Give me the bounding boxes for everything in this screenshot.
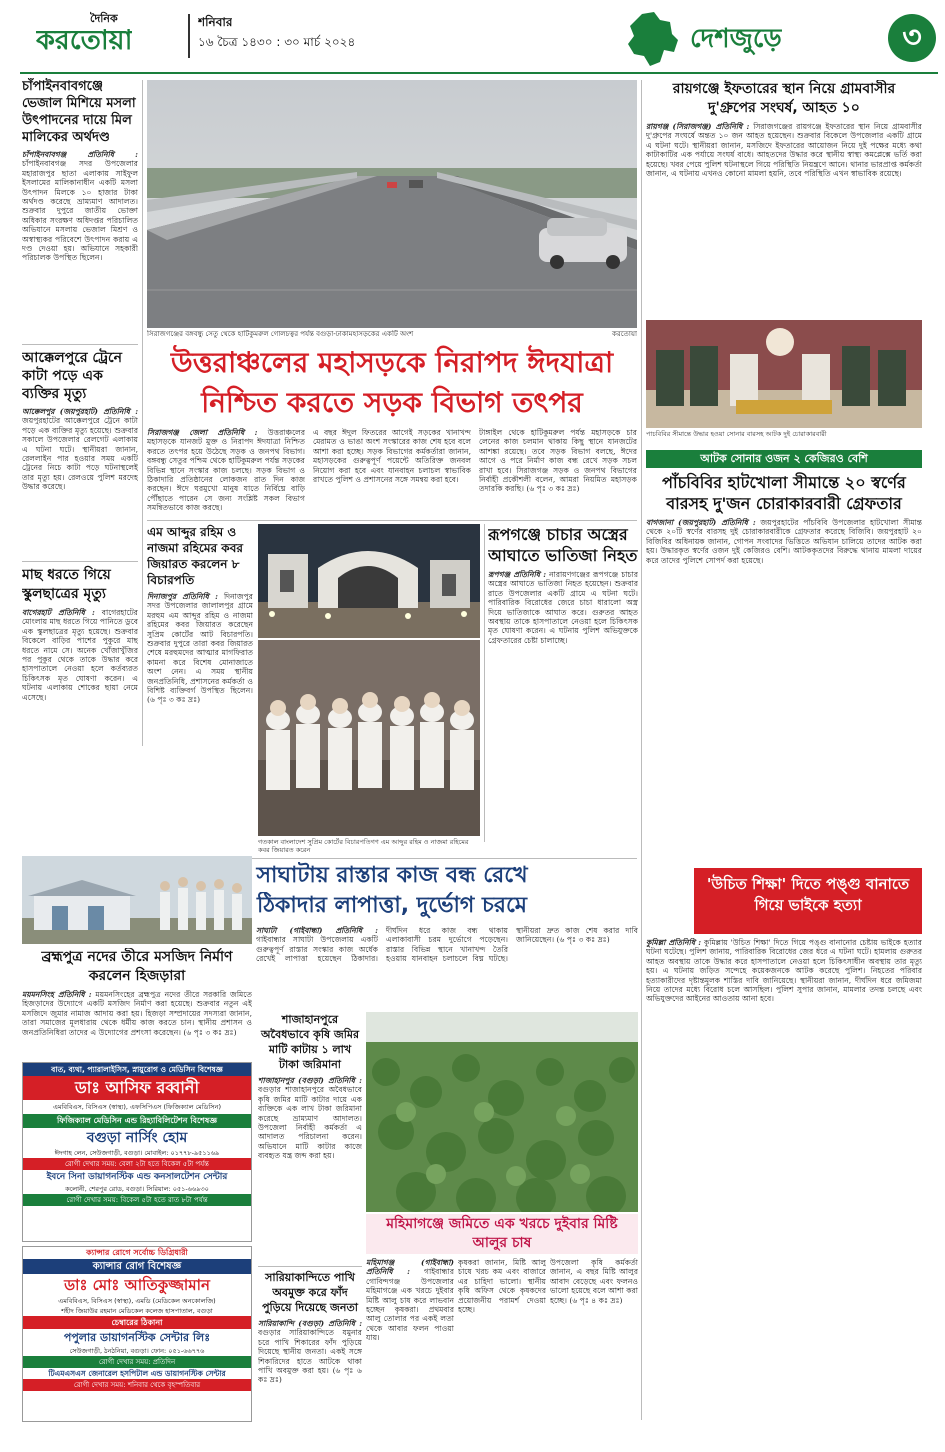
raiganj-body — [646, 122, 922, 312]
gold-bar-text: আটক সোনার ওজন ২ কেজিরও বেশি — [700, 452, 868, 465]
mosque-byline: ময়মনসিংহ প্রতিনিধি : — [22, 990, 92, 999]
ad2-degrees: এমবিবিএস, বিসিএস (স্বাস্থ্য), এমডি (মেডিকেল অনকোলজি) — [58, 1297, 216, 1305]
page-number-badge — [888, 14, 936, 62]
rupganj-byline: রূপগঞ্জ প্রতিনিধি : — [488, 570, 547, 579]
saghata-text: গাইবান্ধার সাঘাটা উপজেলায় একটি গুরুত্বপূর্ণ রাস্তার সংস্কার কাজ অর্ধেক রেখেই লাপাত্তা হয়েছেন ঠিকাদার। দীর্ঘদিন ধরে কাজ বন্ধ থাকায় এলাকাবাসী চরম দুর্ভোগে পড়েছেন। রাস্তার বিভিন্ন স্থানে খানাখন্দ তৈরি হওয়ায় যানবাহন চলাচলে বিঘ্ন ঘটছে। স্থানীয়রা দ্রুত কাজ শেষ করার দাবি জানিয়েছেন। (৬ পৃঃ ৩ কঃ দ্রঃ) — [256, 926, 638, 964]
potato-text-3: উপজেলা কৃষি কর্মকর্তা জানান, এ বছর মিষ্টি আলুর আবাদ বেড়েছে এবং ফলনও ভালো হয়েছে বলে আশা করা হচ্ছে। (৬ পৃঃ ৪ কঃ দ্রঃ) — [550, 1258, 638, 1305]
ad2-subtitle: ক্যান্সার রোগ বিশেষজ্ঞ — [23, 1259, 251, 1274]
ad-atiquzzaman — [22, 1246, 252, 1422]
bangladesh-map-icon — [620, 10, 684, 68]
lead-text-part1: উত্তরাঞ্চলের মহাসড়কে যানজট মুক্ত ও নিরাপদ ঈদযাত্রা নিশ্চিত করতে তৎপর হয়ে উঠেছে সড়ক ও জনপথ বিভাগ। বঙ্গবন্ধু সেতুর পশ্চিম থেকে হাটিকুমরুল পর্যন্ত সড়কের বিভিন্ন স্থানে সংস্কার কাজ চলছে। সড়ক বিভাগ ও ঠিকাদারি প্রতিষ্ঠানের লোকজন রাত দিন কাজ করছেন। ঈদে ঘরমুখো মানুষ যাতে নির্বিঘ্নে বাড়ি পৌঁছাতে পারেন সে জন্য সংশ্লিষ্ট সকল বিভাগ সমন্বিতভাবে কাজ করছে। — [147, 428, 305, 513]
mosque-text: ময়মনসিংহের ব্রহ্মপুত্র নদের তীরে সরকারি জমিতে হিজড়াদের উদ্যোগে একটি মসজিদ নির্মাণ করা হয়েছে। শুক্রবার নতুন এই মসজিদে জুমার নামাজ আদায় করা হয়। হিজড়া সম্প্রদায়ের সদস্যরা জানান, তারা সমাজের মূলধারায় থেকে ধর্মীয় কাজ করতে চান। স্থানীয় প্রশাসন ও জনপ্রতিনিধিরা তাদের এ উদ্যোগের প্রশংসা করেছেন। (৬ পৃঃ ৩ কঃ দ্রঃ) — [22, 990, 252, 1037]
masthead-date: ১৬ চৈত্র ১৪৩০ : ৩০ মার্চ ২০২৪ — [198, 35, 356, 49]
ad2-chamber-band: চেম্বারের ঠিকানা — [23, 1316, 251, 1329]
lead-text-part2: এ বছর ঈদুল ফিতরের আগেই সড়কের খানাখন্দ মেরামত ও ভাঙা অংশ সংস্কারের কাজ শেষ হবে বলে আশা করা হচ্ছে। সড়ক বিভাগের কর্মকর্তারা জানান, মহাসড়কের গুরুত্বপূর্ণ পয়েন্টে অতিরিক্ত জনবল নিয়োগ করা হবে এবং যানবাহন চলাচল স্বাভাবিক রাখতে পুলিশ ও প্রশাসনের সঙ্গে সমন্বয় করা হবে। — [313, 428, 471, 485]
gold-arrest-photo — [646, 320, 922, 428]
gold-story — [646, 472, 922, 870]
masthead-logo — [28, 10, 178, 62]
ad1-hours2: রোগী দেখার সময়: বিকেল ৫টা হতে রাত ৮টা পর্যন্ত — [23, 1194, 251, 1206]
mosque-headline: ব্রহ্মপুত্র নদের তীরে মসজিদ নির্মাণ করলেন হিজড়ারা — [41, 949, 233, 984]
masthead-divider — [188, 14, 190, 58]
shajahanpur-byline: শাজাহানপুর (বগুড়া) প্রতিনিধি : — [258, 1076, 362, 1085]
raiganj-byline: রায়গঞ্জ (সিরাজগঞ্জ) প্রতিনিধি : — [646, 122, 750, 131]
potato-headline: মহিমাগঞ্জে জমিতে এক খরচে দুইবার মিষ্টি আলুর চাষ — [386, 1216, 618, 1251]
raiganj-story — [646, 80, 922, 318]
judges-headline: এম আব্দুর রহিম ও নাজমা রহিমের কবর জিয়ারত করলেন ৮ বিচারপতি — [147, 525, 243, 587]
murder-byline: কুমিল্লা প্রতিনিধি : — [646, 938, 702, 947]
judges-byline: দিনাজপুর প্রতিনিধি : — [147, 592, 218, 601]
ad1-degrees: এমবিবিএস, বিসিএস (স্বাস্থ্য), এফসিপিএস (ফিজিক্যাল মেডিসিন) — [53, 1103, 221, 1111]
logo-small-text: দৈনিক — [90, 12, 118, 25]
ad1-address2: কলোনী, শেরপুর রোড, বগুড়া। সিরিয়াল: ০৫১-৬৬৯৩০ — [65, 1185, 209, 1193]
prayer-photo — [258, 640, 480, 836]
rupganj-headline: রূপগঞ্জে চাচার অস্ত্রের আঘাতে ভাতিজা নিহত — [488, 525, 638, 565]
ad1-specialty: ফিজিক্যাল মেডিসিন এন্ড রিহ্যাবিলিটেশন বিশেষজ্ঞ — [23, 1114, 251, 1128]
ad2-hospital: টিএমএসএস জেনারেল হসপিটাল এন্ড ডায়াগনস্টিক সেন্টার — [48, 1369, 226, 1378]
story-train-body — [22, 407, 138, 557]
rupganj-story — [488, 524, 638, 842]
sariakandi-headline: সারিয়াকান্দিতে পাখি অবমুক্ত করে ফাঁদ পুড়িয়ে দিয়েছে জনতা — [262, 1271, 358, 1314]
shajahanpur-story — [258, 1012, 362, 1262]
shajahanpur-body — [258, 1076, 362, 1262]
logo-main-text: করতোয়া — [36, 25, 133, 56]
judges-text: দিনাজপুর সদর উপজেলার জালালপুর গ্রামে মরহুম এম আব্দুর রহিম ও নাজমা রহিমের কবর জিয়ারত করেছেন সুপ্রিম কোর্টের আট বিচারপতি। শুক্রবার দুপুরে তারা কবর জিয়ারত শেষে মরহুমদের আত্মার মাগফিরাত কামনা করে বিশেষ মোনাজাতে অংশ নেন। এ সময় স্থানীয় জনপ্রতিনিধি, প্রশাসনের কর্মকর্তা ও বিশিষ্ট ব্যক্তিবর্গ উপস্থিত ছিলেন। (৬ পৃঃ ৩ কঃ দ্রঃ) — [147, 592, 253, 705]
gold-headline: পাঁচবিবির হাটখোলা সীমান্তে ২০ স্বর্ণের বারসহ দু'জন চোরাকারবারী গ্রেফতার — [662, 473, 906, 513]
ad2-topline: ক্যান্সার রোগে সর্বোচ্চ ডিগ্রিধারী — [86, 1248, 188, 1257]
judges-story — [147, 524, 253, 842]
gold-bar-banner — [646, 450, 922, 468]
ad1-hospital: বগুড়া নার্সিং হোম — [86, 1130, 188, 1146]
murder-story — [646, 938, 922, 1422]
story-train-text: জয়পুরহাটের আক্কেলপুরে ট্রেনে কাটা পড়ে এক ব্যক্তির মৃত্যু হয়েছে। শুক্রবার সকালে উপজেলার রেলগেট এলাকায় এ ঘটনা ঘটে। স্থানীয়রা জানান, রেললাইন পার হওয়ার সময় একটি ট্রেনের নিচে কাটা পড়ে ঘটনাস্থলেই তার মৃত্যু হয়। রেলওয়ে পুলিশ মরদেহ উদ্ধার করেছে। — [22, 416, 138, 492]
mosque-body — [22, 990, 252, 1056]
lead-story-col3 — [479, 428, 637, 516]
story-spice-byline: চাঁপাইনবাবগঞ্জ প্রতিনিধি : — [22, 150, 138, 159]
page-number: ৩ — [902, 20, 922, 55]
ad2-center: পপুলার ডায়াগনস্টিক সেন্টার লিঃ — [63, 1331, 211, 1344]
section-badge — [620, 8, 938, 70]
potato-col3 — [550, 1258, 638, 1420]
potato-text-1: গাইবান্ধার গোবিন্দগঞ্জ উপজেলার মহিমাগঞ্জে এক খরচে দুইবার মিষ্টি আলু চাষ করে লাভবান হচ্ছেন কৃষকরা। প্রথমবার আলু তোলার পর একই লতা থেকে আবার ফলন পাওয়া যায়। — [366, 1267, 454, 1343]
judges-body — [147, 592, 253, 842]
saghata-headline-line2: ঠিকাদার লাপাত্তা, দুর্ভোগ চরমে — [256, 893, 528, 918]
shajahanpur-text: বগুড়ার শাজাহানপুরে অবৈধভাবে কৃষি জমির মাটি কাটার দায়ে এক ব্যক্তিকে এক লাখ টাকা জরিমানা করেছে ভ্রাম্যমাণ আদালত। উপজেলা নির্বাহী কর্মকর্তা এ আদালত পরিচালনা করেন। অভিযানে মাটি কাটার কাজে ব্যবহৃত যন্ত্র জব্দ করা হয়। — [258, 1085, 362, 1161]
raiganj-headline-line1: রায়গঞ্জে ইফতারের স্থান নিয়ে গ্রামবাসীর — [672, 81, 896, 97]
story-student-headline: মাছ ধরতে গিয়ে স্কুলছাত্রের মৃত্যু — [22, 567, 111, 602]
saghata-body — [256, 926, 638, 1010]
gold-body — [646, 518, 922, 668]
highway-photo — [147, 80, 637, 328]
potato-headline-box — [366, 1214, 638, 1254]
raiganj-headline-line2: দু'গ্রুপের সংঘর্ষ, আহত ১০ — [708, 100, 860, 116]
graveyard-photo — [258, 524, 480, 638]
saghata-headline-line1: সাঘাটায় রাস্তার কাজ বন্ধ রেখে — [256, 863, 528, 888]
sariakandi-text: বগুড়ার সারিয়াকান্দিতে যমুনার চরে পাখি শিকারের ফাঁদ পুড়িয়ে দিয়েছে স্থানীয় জনতা। একই সঙ্গে শিকারিদের হাতে আটকে থাকা পাখি অবমুক্ত করা হয়। (৬ পৃঃ ৬ কঃ দ্রঃ) — [258, 1328, 362, 1385]
judges-photo-caption: গতকাল বাংলাদেশ সুপ্রিম কোর্টের বিচারপতিগণ এম আব্দুর রহিম ও নাজমা রহিমের কবর জিয়ারত করেন — [258, 838, 469, 854]
story-student-body — [22, 608, 138, 746]
sariakandi-story — [258, 1270, 362, 1420]
masthead — [0, 0, 945, 76]
story-spice-headline: চাঁপাইনবাবগঞ্জে ভেজাল মিশিয়ে মসলা উৎপাদনের দায়ে মিল মালিকের অর্থদণ্ড — [22, 79, 136, 145]
highway-caption-credit: করতোয়া — [612, 330, 637, 338]
raiganj-text: সিরাজগঞ্জের রায়গঞ্জে ইফতারের স্থান নিয়ে গ্রামবাসীর দু'গ্রুপের সংঘর্ষে অন্তত ১০ জন আহত হয়েছেন। শুক্রবার বিকেলে উপজেলার একটি গ্রামে এ ঘটনা ঘটে। স্থানীয়রা জানান, মসজিদে ইফতারের আয়োজন নিয়ে দুই পক্ষের মধ্যে কথা কাটাকাটির এক পর্যায়ে সংঘর্ষ বাধে। আহতদের উদ্ধার করে স্থানীয় স্বাস্থ্য কমপ্লেক্সে ভর্তি করা হয়েছে। খবর পেয়ে পুলিশ ঘটনাস্থলে গিয়ে পরিস্থিতি নিয়ন্ত্রণে আনে। থানার ভারপ্রাপ্ত কর্মকর্তা জানান, এ ঘটনায় এখনও কোনো মামলা হয়নি, তবে পরিস্থিতি এখন স্বাভাবিক রয়েছে। — [646, 122, 922, 179]
ad1-doctor-name: ডাঃ আসিফ রব্বানী — [23, 1076, 251, 1100]
lead-headline-line1: উত্তরাঞ্চলের মহাসড়কে নিরাপদ ঈদযাত্রা — [170, 346, 614, 379]
ad2-address: সেউজগাড়ী, ঠনঠনিয়া, বগুড়া। ফোন: ০৫১-৬৬৭৭৬ — [69, 1347, 205, 1355]
highway-caption-text: সিরাজগঞ্জের বঙ্গবন্ধু সেতু থেকে হাটিকুমরুল গোলচত্বর পর্যন্ত বগুড়া-ঢাকামহাসড়কের একটি অংশ — [147, 330, 414, 338]
murder-headline: 'উচিত শিক্ষা' দিতে পঙ্গু বানাতে গিয়ে ভাইকে হত্যা — [706, 875, 910, 914]
story-student-text: বাগেরহাটের মোংলায় মাছ ধরতে গিয়ে পানিতে ডুবে এক স্কুলছাত্রের মৃত্যু হয়েছে। শুক্রবার বিকেলে বাড়ির পাশের পুকুরে মাছ ধরতে নামে সে। অনেক খোঁজাখুঁজির পর পুকুর থেকে তাকে উদ্ধার করে হাসপাতালে নেওয়া হলে কর্তব্যরত চিকিৎসক মৃত ঘোষণা করেন। এ ঘটনায় এলাকায় শোকের ছায়া নেমে এসেছে। — [22, 608, 138, 702]
lead-byline: সিরাজগঞ্জ জেলা প্রতিনিধি : — [147, 428, 258, 437]
ad1-center: ইবনে সিনা ডায়াগনস্টিক এন্ড কনসালটেশন সেন্টার — [46, 1172, 228, 1182]
sariakandi-byline: সারিয়াকান্দি (বগুড়া) প্রতিনিধি : — [258, 1319, 362, 1328]
potato-field-photo — [366, 1012, 638, 1212]
ad2-hours2: রোগী দেখার সময়: শনিবার থেকে বৃহস্পতিবার — [23, 1379, 251, 1391]
story-spice-body — [22, 150, 138, 340]
masthead-day: শনিবার — [198, 15, 233, 29]
rupganj-text: নারায়ণগঞ্জের রূপগঞ্জে চাচার অস্ত্রের আঘাতে ভাতিজা নিহত হয়েছেন। শুক্রবার রাতে উপজেলার একটি গ্রামে এ ঘটনা ঘটে। পারিবারিক বিরোধের জেরে চাচা ধারালো অস্ত্র দিয়ে ভাতিজাকে আঘাত করে। গুরুতর আহত অবস্থায় তাকে হাসপাতালে নেওয়া হলে চিকিৎসক মৃত ঘোষণা করেন। এ ঘটনায় পুলিশ অভিযুক্তকে গ্রেফতারের চেষ্টা চালাচ্ছে। — [488, 570, 638, 645]
murder-body — [646, 938, 922, 1422]
shajahanpur-headline: শাজাহানপুরে অবৈধভাবে কৃষি জমির মাটি কাটায় ১ লাখ টাকা জরিমানা — [260, 1013, 360, 1071]
murder-headline-box — [694, 868, 922, 934]
rupganj-body — [488, 570, 638, 810]
gold-byline: বাগজানা (জয়পুরহাট) প্রতিনিধি : — [646, 518, 756, 527]
lead-text-part3: টাঙ্গাইল থেকে হাটিকুমরুল পর্যন্ত মহাসড়কে চার লেনের কাজ চলমান থাকায় কিছু স্থানে যানজটের আশঙ্কা রয়েছে। তবে সড়ক বিভাগ বলছে, ঈদের আগে ও পরে নির্মাণ কাজ বন্ধ রেখে সড়ক সচল রাখা হবে। সিরাজগঞ্জ সড়ক ও জনপথ বিভাগের নির্বাহী প্রকৌশলী বলেন, আমরা নিয়মিত মহাসড়ক তদারকি করছি। (৬ পৃঃ ৩ কঃ দ্রঃ) — [479, 428, 637, 494]
highway-photo-caption — [147, 330, 637, 342]
lead-headline-line2: নিশ্চিত করতে সড়ক বিভাগ তৎপর — [201, 386, 583, 419]
lead-story-col1 — [147, 428, 305, 516]
story-train-headline: আক্কেলপুরে ট্রেনে কাটা পড়ে এক ব্যক্তির মৃত্যু — [22, 350, 122, 402]
sariakandi-body — [258, 1319, 362, 1411]
potato-byline: মহিমাগঞ্জ (গাইবান্ধা) প্রতিনিধি : — [366, 1258, 454, 1277]
potato-col1 — [366, 1258, 454, 1420]
potato-col2 — [458, 1258, 546, 1420]
ad2-doctor-name: ডাঃ মোঃ আতিকুজ্জামান — [64, 1276, 210, 1294]
left-column — [22, 78, 138, 746]
potato-text-2: কৃষকরা জানান, মিষ্টি আলু চাষে খরচ কম এবং বাজারে এর চাহিদা ভালো। স্থানীয় কৃষি অফিস থেকে কৃষকদের প্রয়োজনীয় পরামর্শ দেওয়া হচ্ছে। — [458, 1258, 546, 1315]
ad1-address: ঈদগাহ লেন, সেউজগাড়ী, বগুড়া। মোবাইল: ০১৭৭৮-৯৫১১৬৯ — [54, 1149, 220, 1157]
murder-text: কুমিল্লায় 'উচিত শিক্ষা' দিতে গিয়ে পঙ্গু বানানোর চেষ্টায় ভাইকে হত্যার ঘটনা ঘটেছে। পুলিশ জানায়, পারিবারিক বিরোধের জের ধরে এ ঘটনা ঘটে। হামলায় গুরুতর আহত অবস্থায় তাকে উদ্ধার করে হাসপাতালে নেওয়া হলে চিকিৎসাধীন অবস্থায় তার মৃত্যু হয়। এ ঘটনায় জড়িত সন্দেহে কয়েকজনকে আটক করেছে পুলিশ। নিহতের পরিবার হত্যাকারীদের দৃষ্টান্তমূলক শাস্তির দাবি জানিয়েছে। স্থানীয়রা জানান, দীর্ঘদিন ধরে জমিজমা নিয়ে তাদের মধ্যে বিরোধ চলে আসছিল। পুলিশ সুপার জানান, মামলার তদন্ত চলছে এবং অভিযুক্তদের আইনের আওতায় আনা হবে। — [646, 938, 922, 1004]
lead-story-col2 — [313, 428, 471, 516]
mosque-story — [22, 948, 252, 1058]
ad-asif-rabbani — [22, 1062, 252, 1242]
gold-text: জয়পুরহাটের পাঁচবিবি উপজেলার হাটখোলা সীমান্ত থেকে ২০টি স্বর্ণের বারসহ দুই চোরাকারবারীকে গ্রেফতার করেছে বিজিবি। জয়পুরহাট ২০ বিজিবির অধিনায়ক জানান, গোপন সংবাদের ভিত্তিতে অভিযান চালিয়ে তাদের আটক করা হয়। উদ্ধারকৃত স্বর্ণের ওজন দুই কেজিরও বেশি। আটককৃতদের বিরুদ্ধে থানায় মামলা দায়ের করে তাদের পুলিশে সোপর্দ করা হয়েছে। — [646, 518, 922, 565]
story-spice-text: চাঁপাইনবাবগঞ্জ সদর উপজেলার মহারাজপুর ছাতা এলাকায় সাইফুল ইসলামের মালিকানাধীন একটি মসলা উৎপাদন মিলকে ১০ হাজার টাকা অর্থদণ্ড করেছে ভ্রাম্যমাণ আদালত। শুক্রবার দুপুরে জাতীয় ভোক্তা অধিকার সংরক্ষণ অধিদপ্তর পরিচালিত অভিযানে মসলায় ভেজাল মিশ্রণ ও অস্বাস্থ্যকর পরিবেশে উৎপাদন করায় এ দণ্ড দেওয়া হয়। অভিযানে সহকারী পরিচালক উপস্থিত ছিলেন। — [22, 159, 138, 263]
ad2-hours: রোগী দেখার সময়: প্রতিদিন — [23, 1356, 251, 1368]
ad1-hours: রোগী দেখার সময়: বেলা ২টা হতে বিকেল ৫টা পর্যন্ত — [23, 1158, 251, 1170]
story-train-byline: আক্কেলপুর (জয়পুরহাট) প্রতিনিধি : — [22, 407, 138, 416]
masthead-rule — [20, 72, 938, 74]
section-title: দেশজুড়ে — [690, 24, 782, 54]
mosque-photo — [22, 856, 252, 944]
story-student-byline: বাগেরহাট প্রতিনিধি : — [22, 608, 95, 617]
ad2-note: শহীদ জিয়াউর রহমান মেডিকেল কলেজ হাসপাতাল, বগুড়া — [61, 1307, 213, 1315]
saghata-byline: সাঘাটা (গাইবান্ধা) প্রতিনিধি : — [256, 926, 378, 935]
gold-photo-caption: পাচবিবির সীমান্তে উদ্ধার হওয়া সোনার বারসহ আটক দুই চোরাকারবারী — [646, 430, 827, 438]
ad1-topline: বাত, ব্যথা, প্যারালাইসিস, স্নায়ুরোগ ও মেডিসিন বিশেষজ্ঞ — [23, 1063, 251, 1076]
